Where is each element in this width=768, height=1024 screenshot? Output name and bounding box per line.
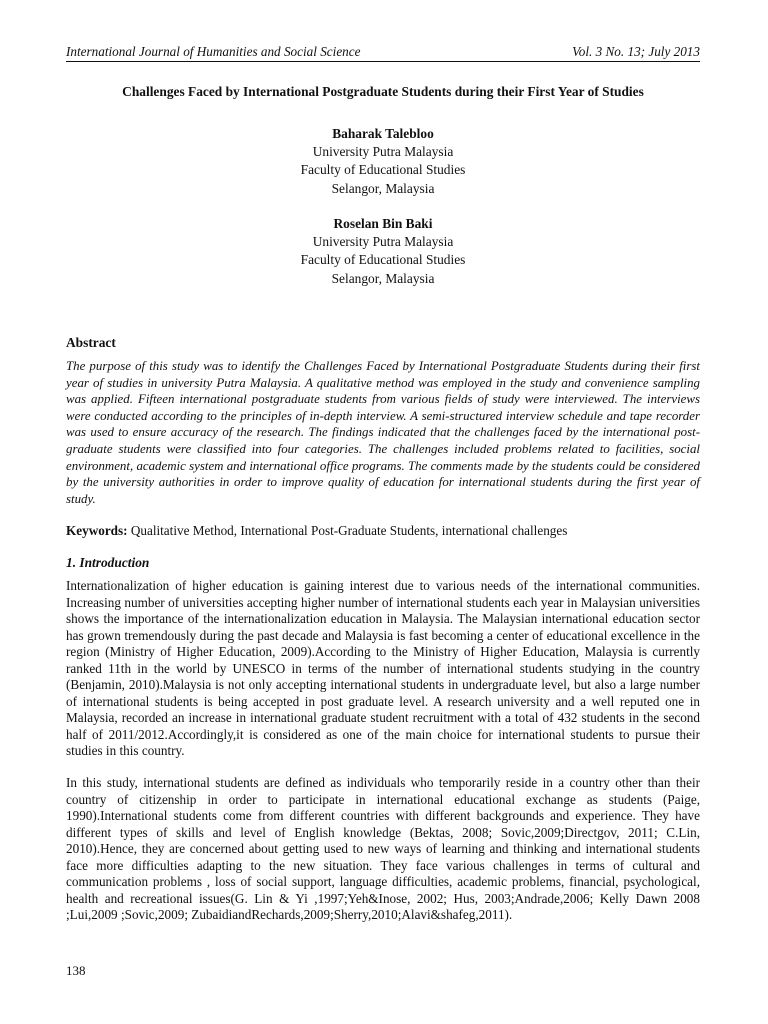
author-university: University Putra Malaysia [312,144,454,160]
author-name: Roselan Bin Baki [333,216,433,231]
abstract-text: The purpose of this study was to identify the Challenges Faced by International Postgraduate Students during their first year of studies in university Putra Malaysia. A qualitative method was employed in the study and convenience sampling was applied. Fifteen international postgraduate students from various fields of study were interviewed. The interviews were conducted according to the principles of in-depth interview. A semi-structured interview schedule and tape recorder was used to ensure accuracy of the research. The findings indicated that the challenges faced by the international post-graduate students were classified into four categories. The challenges included problems related to facilities, social environment, academic system and international office programs. The comments made by the students could be considered by the university authorities in order to improve quality of education for international students during the first year of study. [66,359,700,506]
keywords [66,523,700,539]
author-location: Selangor, Malaysia [331,270,435,286]
author-university: University Putra Malaysia [312,234,454,250]
volume-issue: Vol. 3 No. 13; July 2013 [572,44,700,59]
author-faculty: Faculty of Educational Studies [300,162,466,178]
keywords-text: Qualitative Method, International Post-Graduate Students, international challenges [127,523,568,538]
author-location: Selangor, Malaysia [331,180,435,196]
author-faculty: Faculty of Educational Studies [300,252,466,268]
author-block-1 [66,125,700,198]
abstract-heading: Abstract [66,335,116,350]
author-block-2 [66,215,700,288]
running-header [66,44,700,62]
paper-title: Challenges Faced by International Postgraduate Students during their First Year of Studies [122,84,644,99]
author-name: Baharak Talebloo [332,126,434,141]
page-number: 138 [66,963,86,978]
introduction-heading: 1. Introduction [66,555,150,570]
body-paragraph: Internationalization of higher education is gaining interest due to various needs of the international communities. Increasing number of universities accepting higher number of international students each year in Malaysian universities shows the importance of the internationalization education in Malaysia. The Malaysian international education sector has grown tremendously during the past decade and Malaysia is fast becoming a center of educational excellence in the region (Ministry of Higher Education, 2009).According to the Ministry of Higher Education, Malaysia is currently ranked 11th in the world by UNESCO in terms of the number of international students studying in the country (Benjamin, 2010).Malaysia is not only accepting international students in undergraduate level, but also a large number of international students is being accepted in post graduate level. A research university and a well reputed one in Malaysia, recorded an increase in international graduate student recruitment with a total of 432 students in the second half of 2011/2012.Accordingly,it is considered as one of the main choice for international students to pursue their studies in this country. [66,578,700,758]
keywords-label: Keywords: [66,523,128,538]
journal-name: International Journal of Humanities and Social Science [66,44,361,59]
body-paragraph: In this study, international students are defined as individuals who temporarily reside in a country other than their country of citizenship in order to participate in international educational exchange as students (Paige, 1990).International students come from different countries with different backgrounds and experience. They have different types of skills and level of English knowledge (Bektas, 2008; Sovic,2009;Directgov, 2011; C.Lin, 2010).Hence, they are concerned about getting used to new ways of learning and thinking and international students face more difficulties adapting to the new situation. They face various challenges in terms of cultural and communication problems , loss of social support, language difficulties, academic problems, financial, psychological, health and recreational issues(G. Lin & Yi ,1997;Yeh&Inose, 2002; Hus, 2003;Andrade,2006; Kelly Dawn 2008 ;Lui,2009 ;Sovic,2009; ZubaidiandRechards,2009;Sherry,2010;Alavi&shafeg,2011). [66,775,700,922]
